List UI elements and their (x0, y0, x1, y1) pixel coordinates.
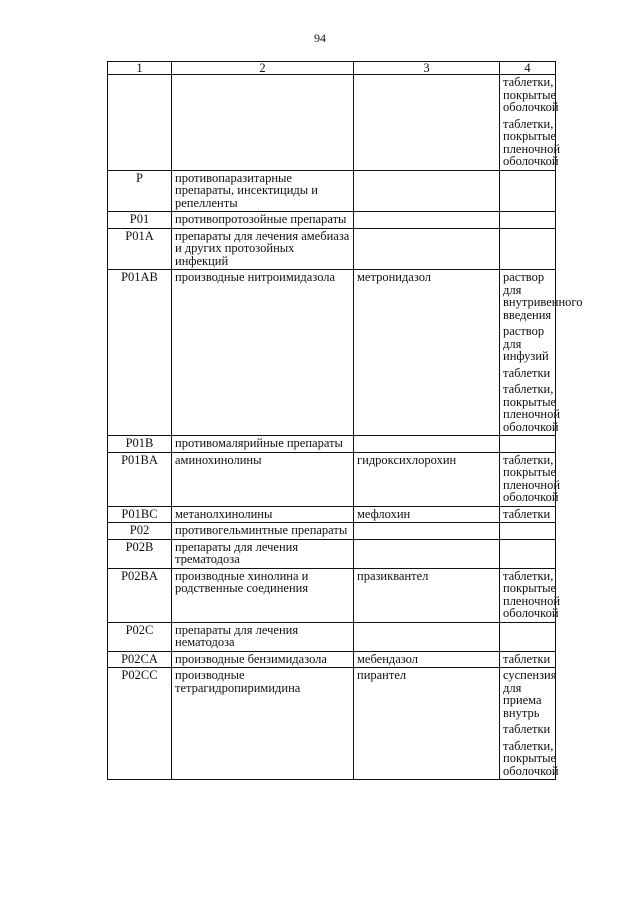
dosage-form: раствор для инфузий (503, 324, 549, 363)
drug-name-cell: гидроксихлорохин (354, 452, 500, 506)
dosage-forms-cell (500, 523, 556, 540)
drug-name-cell (354, 228, 500, 270)
drug-name-cell (354, 170, 500, 212)
table-row (108, 568, 556, 622)
anatomical-group-cell: производные нитроимидазола (172, 270, 354, 436)
drug-name-cell: мебендазол (354, 651, 500, 668)
table-row (108, 228, 556, 270)
table-row (108, 622, 556, 651)
dosage-form: таблетки, покрытые пленочной оболочкой (503, 452, 561, 504)
anatomical-group-cell: производные бензимидазола (172, 651, 354, 668)
dosage-form: таблетки, покрытые пленочной оболочкой (503, 116, 561, 168)
table-row (108, 452, 556, 506)
dosage-forms-cell (500, 75, 561, 171)
anatomical-group-cell: метанолхинолины (172, 506, 354, 523)
column-header-2: 2 (172, 62, 354, 75)
table-row (108, 436, 556, 453)
table-row (108, 170, 556, 212)
dosage-forms-cell (500, 651, 556, 668)
drug-table (107, 61, 583, 780)
anatomical-group-cell: противопротозойные препараты (172, 212, 354, 229)
dosage-forms-cell (500, 506, 556, 523)
column-header-4: 4 (500, 62, 556, 75)
anatomical-group-cell: аминохинолины (172, 452, 354, 506)
atc-code-cell: P02BA (108, 568, 172, 622)
dosage-form: таблетки, покрытые пленочной оболочкой (503, 382, 561, 434)
dosage-forms-cell (500, 212, 556, 229)
dosage-form: таблетки, покрытые оболочкой (503, 75, 559, 114)
atc-code-cell (108, 75, 172, 171)
dosage-forms-cell (500, 228, 556, 270)
atc-code-cell: P01A (108, 228, 172, 270)
dosage-form: таблетки, покрытые оболочкой (503, 738, 559, 778)
dosage-form: раствор для внутривенного введения (503, 270, 583, 322)
table-row (108, 75, 556, 171)
atc-code-cell: P (108, 170, 172, 212)
table-row (108, 212, 556, 229)
table-row (108, 506, 556, 523)
anatomical-group-cell: препараты для лечения нематодоза (172, 622, 354, 651)
atc-code-cell: P01AB (108, 270, 172, 436)
dosage-forms-cell (500, 539, 556, 568)
table-body (108, 75, 583, 780)
table-row (108, 651, 556, 668)
atc-code-cell: P02C (108, 622, 172, 651)
anatomical-group-cell: производные хинолина и родственные соединения (172, 568, 354, 622)
anatomical-group-cell: производные тетрагидропиримидина (172, 668, 354, 780)
table-row (108, 523, 556, 540)
anatomical-group-cell: противопаразитарные препараты, инсектициды и репелленты (172, 170, 354, 212)
drug-name-cell (354, 523, 500, 540)
atc-code-cell: P01BA (108, 452, 172, 506)
dosage-forms-cell (500, 170, 556, 212)
column-header-1: 1 (108, 62, 172, 75)
anatomical-group-cell: препараты для лечения трематодоза (172, 539, 354, 568)
drug-name-cell (354, 212, 500, 229)
anatomical-group-cell (172, 75, 354, 171)
dosage-form: таблетки (503, 365, 551, 380)
drug-name-cell: мефлохин (354, 506, 500, 523)
atc-code-cell: P02CC (108, 668, 172, 780)
dosage-forms-cell (500, 622, 556, 651)
dosage-forms-cell (500, 668, 559, 780)
table-row (108, 668, 556, 780)
table-row (108, 270, 556, 436)
atc-code-cell: P01 (108, 212, 172, 229)
atc-code-cell: P01BC (108, 506, 172, 523)
atc-code-cell: P02 (108, 523, 172, 540)
table-row (108, 539, 556, 568)
drug-name-cell (354, 622, 500, 651)
dosage-form: таблетки (503, 722, 551, 736)
dosage-form: суспензия для приема внутрь (503, 668, 557, 720)
dosage-forms-cell (500, 452, 561, 506)
drug-name-cell (354, 436, 500, 453)
atc-code-cell: P01B (108, 436, 172, 453)
dosage-form: таблетки (503, 651, 551, 666)
atc-code-cell: P02CA (108, 651, 172, 668)
anatomical-group-cell: противогельминтные препараты (172, 523, 354, 540)
dosage-form: таблетки, покрытые пленочной оболочкой (503, 568, 561, 620)
page-number: 94 (314, 31, 326, 45)
table-header-row (108, 62, 556, 75)
drug-name-cell: пирантел (354, 668, 500, 780)
drug-name-cell (354, 539, 500, 568)
drug-name-cell: метронидазол (354, 270, 500, 436)
drug-name-cell: празиквантел (354, 568, 500, 622)
atc-code-cell: P02B (108, 539, 172, 568)
dosage-forms-cell (500, 270, 583, 436)
anatomical-group-cell: препараты для лечения амебиаза и других протозойных инфекций (172, 228, 354, 270)
column-header-3: 3 (354, 62, 500, 75)
anatomical-group-cell: противомалярийные препараты (172, 436, 354, 453)
dosage-forms-cell (500, 568, 561, 622)
drug-name-cell (354, 75, 500, 171)
dosage-forms-cell (500, 436, 556, 453)
dosage-form: таблетки (503, 506, 551, 521)
